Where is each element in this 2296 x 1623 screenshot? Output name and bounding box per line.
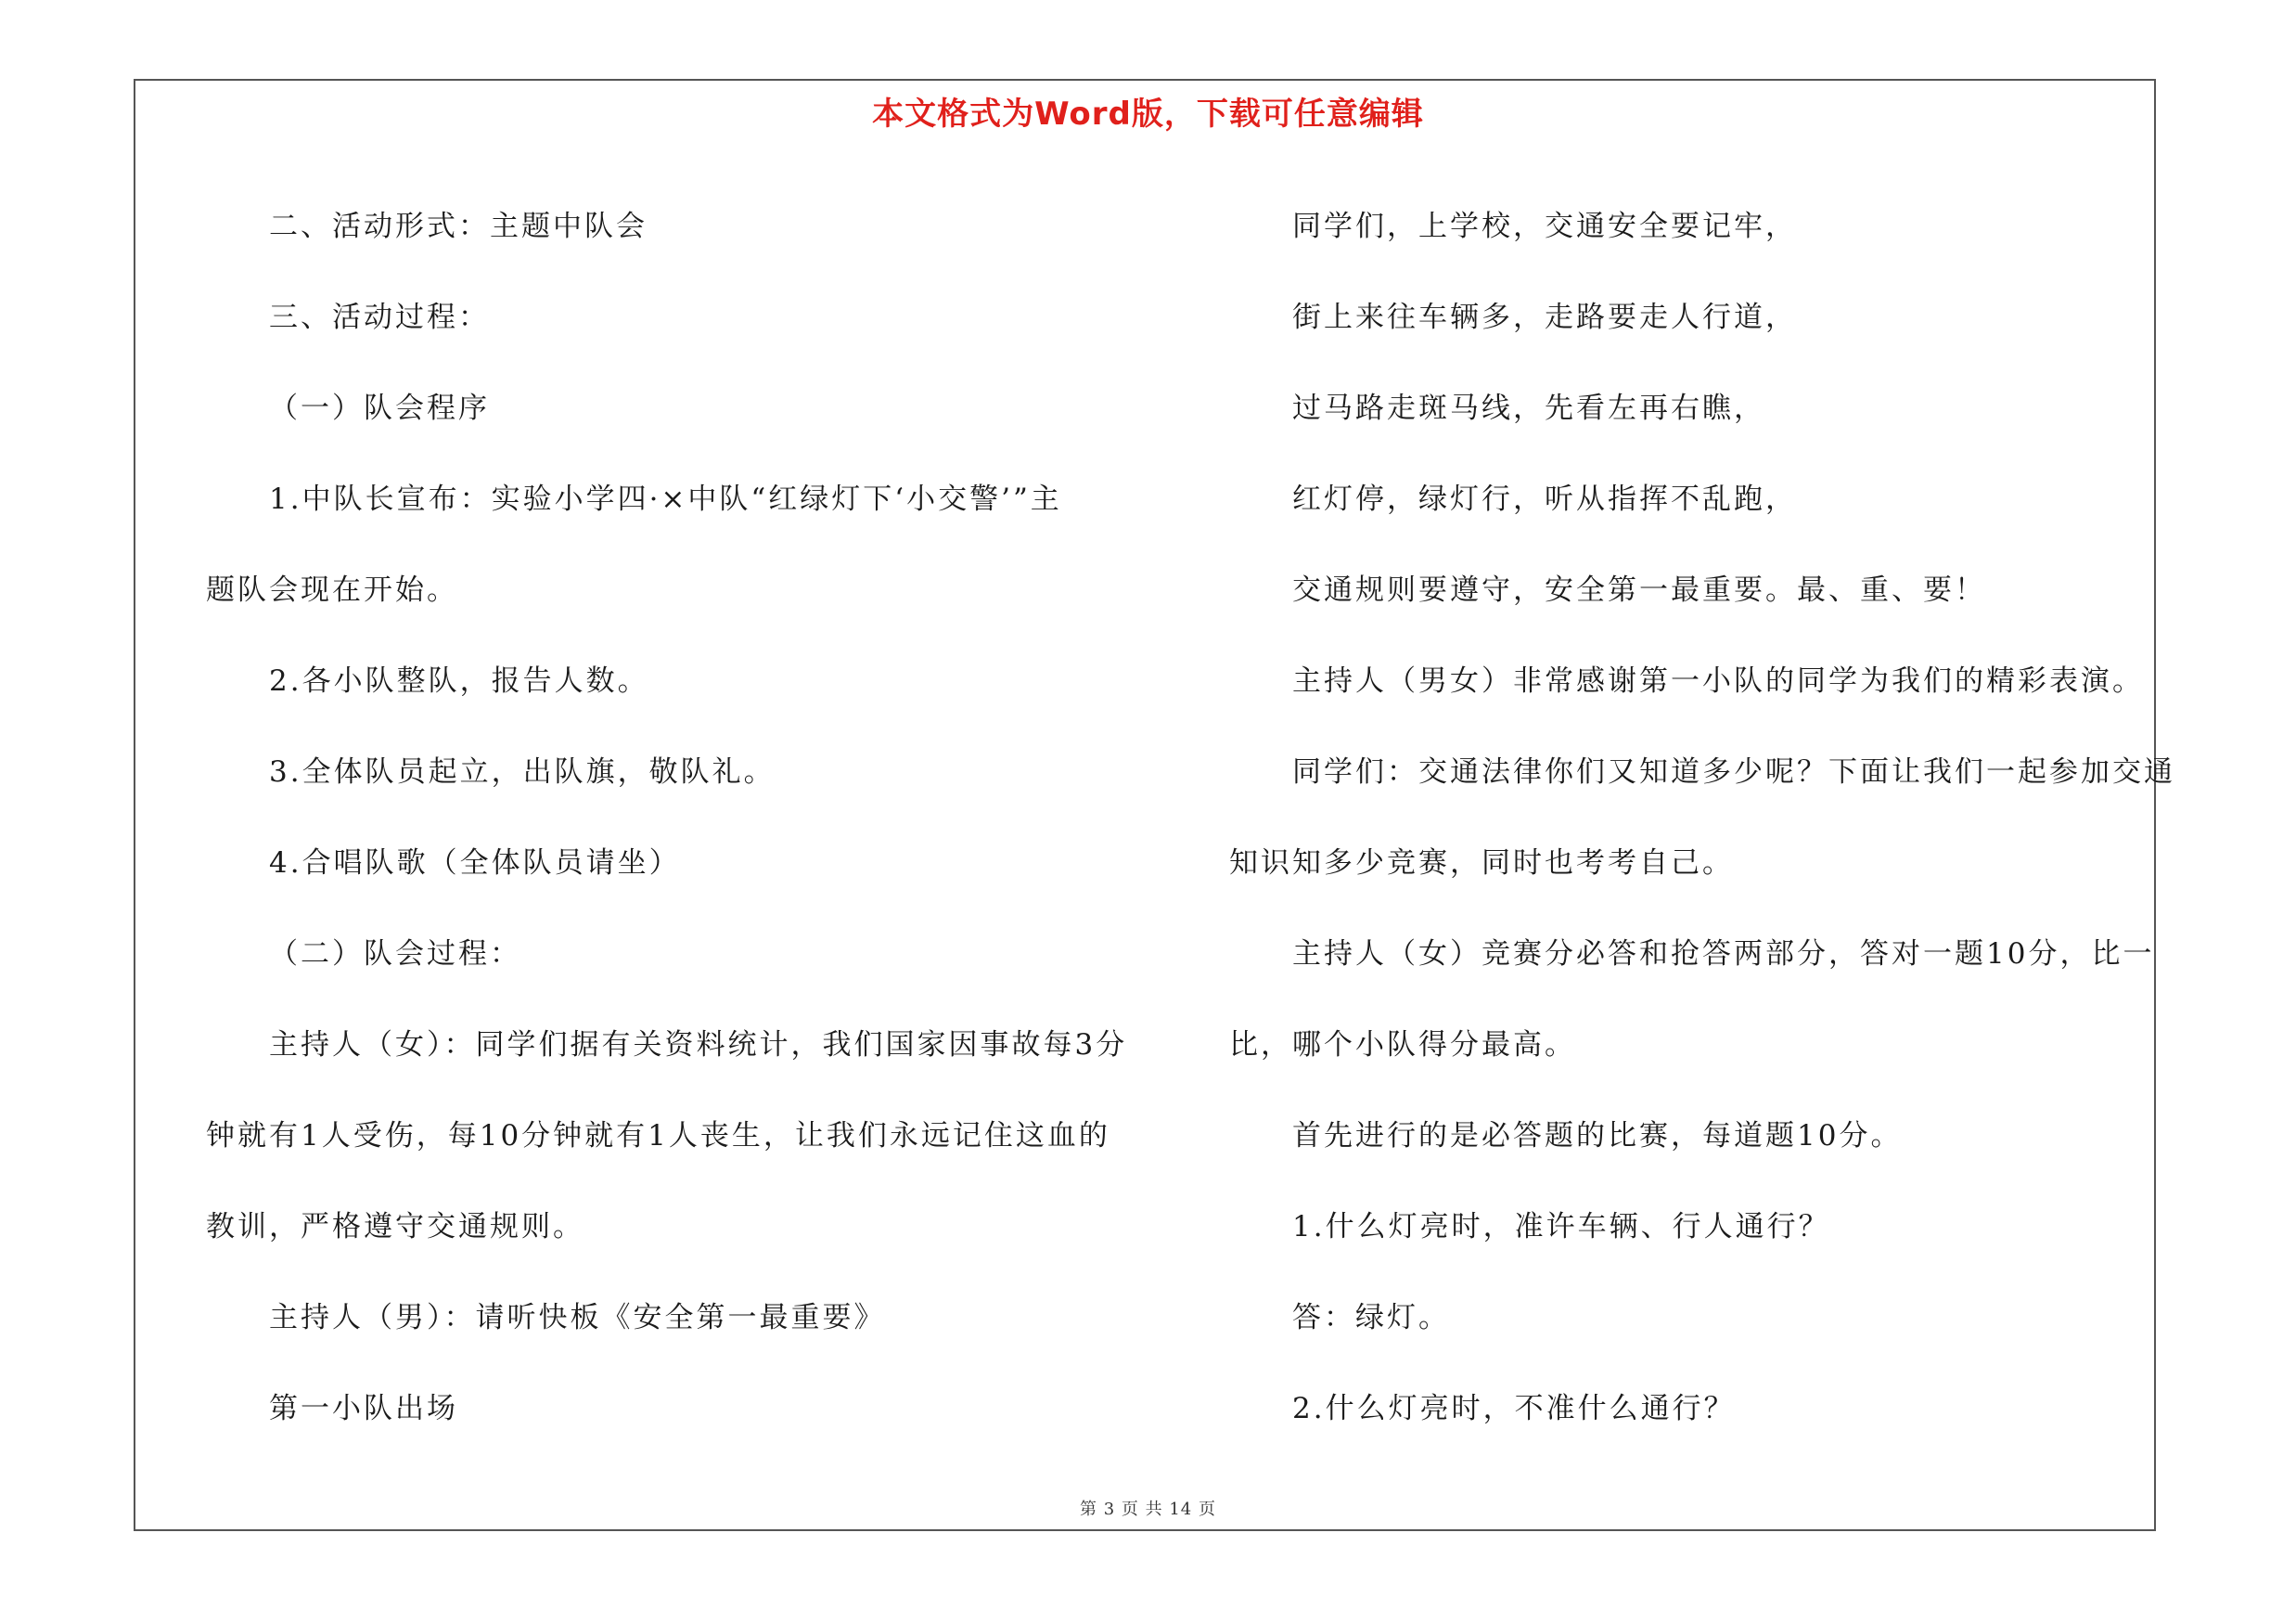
paragraph: （一）队会程序 <box>269 392 490 425</box>
paragraph: 主持人（男女）非常感谢第一小队的同学为我们的精彩表演。 <box>1292 664 2144 698</box>
paragraph: 过马路走斑马线，先看左再右瞧， <box>1292 392 1765 425</box>
paragraph: 主持人（女）：同学们据有关资料统计，我们国家因事故每3分 <box>269 1028 1128 1062</box>
paragraph: 1.什么灯亮时，准许车辆、行人通行？ <box>1292 1210 1830 1243</box>
paragraph: 三、活动过程： <box>269 301 490 334</box>
document-banner: 本文格式为Word版，下载可任意编辑 <box>872 96 1424 133</box>
paragraph: 街上来往车辆多，走路要走人行道， <box>1292 301 1797 334</box>
paragraph: 1.中队长宣布：实验小学四·×中队“红绿灯下‘小交警’”主 <box>269 483 1062 516</box>
paragraph: 主持人（女）竞赛分必答和抢答两部分，答对一题10分，比一 <box>1292 937 2155 971</box>
paragraph: 交通规则要遵守，安全第一最重要。最、重、要！ <box>1292 573 1986 607</box>
paragraph: 教训，严格遵守交通规则。 <box>206 1210 584 1243</box>
paragraph: 首先进行的是必答题的比赛，每道题10分。 <box>1292 1119 1903 1153</box>
paragraph: （二）队会过程： <box>269 937 521 971</box>
paragraph: 二、活动形式：主题中队会 <box>269 210 648 243</box>
paragraph: 答：绿灯。 <box>1292 1301 1450 1334</box>
paragraph: 2.什么灯亮时，不准什么通行？ <box>1292 1392 1736 1425</box>
paragraph: 比，哪个小队得分最高。 <box>1229 1028 1576 1062</box>
paragraph: 同学们：交通法律你们又知道多少呢？下面让我们一起参加交通 <box>1292 755 2175 789</box>
paragraph: 3.全体队员起立，出队旗，敬队礼。 <box>269 755 776 789</box>
paragraph: 主持人（男）：请听快板《安全第一最重要》 <box>269 1301 886 1334</box>
paragraph: 同学们，上学校，交通安全要记牢， <box>1292 210 1797 243</box>
paragraph: 红灯停，绿灯行，听从指挥不乱跑， <box>1292 483 1797 516</box>
left-column <box>206 181 1134 1454</box>
paragraph: 钟就有1人受伤，每10分钟就有1人丧生，让我们永远记住这血的 <box>206 1119 1110 1153</box>
paragraph: 第一小队出场 <box>269 1392 458 1425</box>
paragraph: 4.合唱队歌（全体队员请坐） <box>269 846 681 880</box>
right-column <box>1229 181 2175 1454</box>
paragraph: 题队会现在开始。 <box>206 573 458 607</box>
page-number-footer: 第 3 页 共 14 页 <box>1080 1500 1216 1519</box>
paragraph: 知识知多少竞赛，同时也考考自己。 <box>1229 846 1734 880</box>
paragraph: 2.各小队整队，报告人数。 <box>269 664 649 698</box>
